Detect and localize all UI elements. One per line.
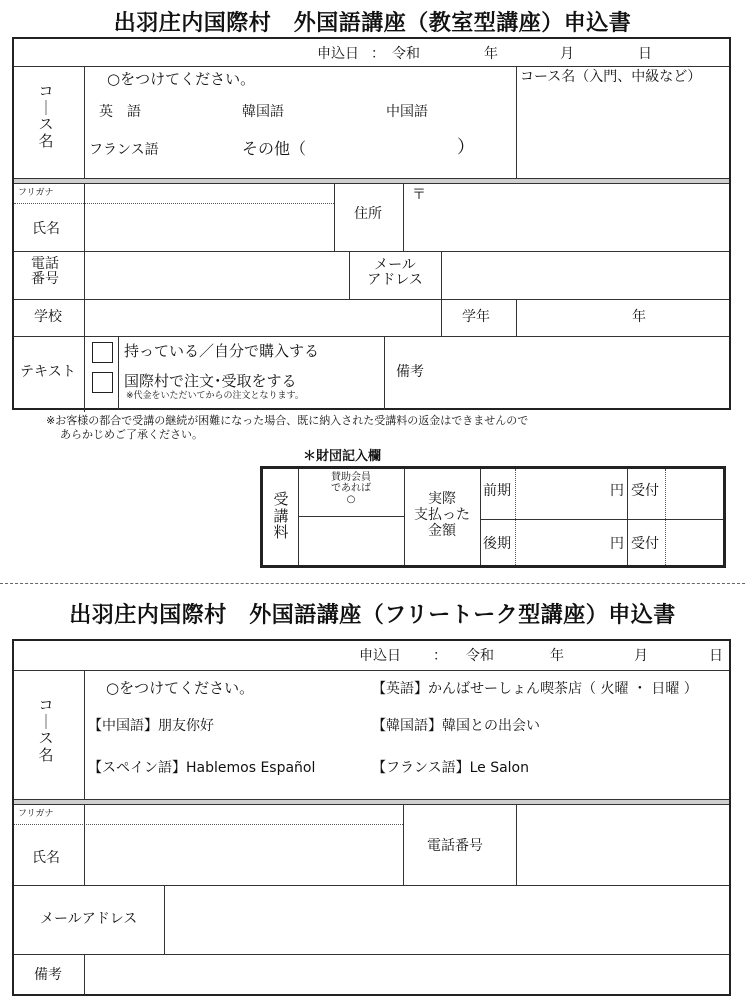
form2-course-spanish[interactable]: 【スペイン語】Hablemos Español xyxy=(88,760,316,776)
foundation-received-first: 受付 xyxy=(631,483,659,499)
form1-date-label: 申込日 xyxy=(317,46,359,62)
form2-email-label: メールアドレス xyxy=(40,911,138,927)
form1-date-era: 令和 xyxy=(392,46,420,62)
form2-date-month: 月 xyxy=(634,648,648,664)
foundation-first-term: 前期 xyxy=(483,483,511,499)
form1-phone-label: 電話 番号 xyxy=(31,256,59,288)
foundation-second-term: 後期 xyxy=(483,536,511,552)
form1-table xyxy=(12,37,731,410)
form1-grade-unit: 年 xyxy=(632,309,646,325)
form1-school-label: 学校 xyxy=(34,309,62,325)
form1-title: 出羽庄内国際村 外国語講座（教室型講座）申込書 xyxy=(113,11,632,36)
form1-lang-chinese[interactable]: 中国語 xyxy=(386,104,428,120)
form1-date-day: 日 xyxy=(638,46,652,62)
form2-date-day: 日 xyxy=(709,648,723,664)
refund-notice: ※お客様の都合で受講の継続が困難になった場合、既に納入された受講料の返金はできませんので あらかじめご了承ください。 xyxy=(46,414,529,441)
form2-date-era: 令和 xyxy=(466,648,494,664)
form1-text-checkbox-order[interactable] xyxy=(92,372,113,393)
form2-remarks-label: 備考 xyxy=(34,967,62,983)
form2-course-korean[interactable]: 【韓国語】韓国との出会い xyxy=(372,718,540,734)
form1-email-label: メール アドレス xyxy=(367,257,423,289)
form1-text-label: テキスト xyxy=(20,364,76,380)
form1-lang-korean[interactable]: 韓国語 xyxy=(242,104,284,120)
foundation-table xyxy=(260,466,726,568)
form1-remarks-label: 備考 xyxy=(396,364,424,380)
form2-phone-label: 電話番号 xyxy=(427,838,483,854)
form2-course-chinese[interactable]: 【中国語】朋友你好 xyxy=(88,718,214,734)
form1-text-option-own: 持っている／自分で購入する xyxy=(124,342,320,360)
form2-date-year: 年 xyxy=(550,648,564,664)
foundation-yen-second: 円 xyxy=(610,536,624,552)
form1-date-year: 年 xyxy=(484,46,498,62)
form1-text-option-note: ※代金をいただいてからの注文となります。 xyxy=(126,391,304,401)
form1-course-name-label: コース名（入門、中級など） xyxy=(520,69,702,85)
form2-table xyxy=(12,639,731,996)
foundation-fee-label: 受 講 料 xyxy=(273,490,289,541)
form1-postal-mark: 〒 xyxy=(412,187,426,203)
form2-course-english[interactable]: 【英語】かんばせーしょん喫茶店（ 火曜 ・ 日曜 ） xyxy=(372,681,698,697)
form1-course-label: コ ｜ ス 名 xyxy=(38,82,54,150)
form1-date-colon: ： xyxy=(371,46,385,62)
form1-name-label: 氏名 xyxy=(32,221,60,237)
form1-course-instruction: ○をつけてください。 xyxy=(107,70,256,88)
form1-date-month: 月 xyxy=(560,46,574,62)
form1-grade-label: 学年 xyxy=(462,309,490,325)
foundation-member-label: 賛助会員 であれば ○ xyxy=(331,472,371,505)
form2-course-instruction: ○をつけてください。 xyxy=(106,679,255,697)
form1-address-label: 住所 xyxy=(354,206,382,222)
form2-furigana-label: フリガナ xyxy=(18,809,54,819)
form1-other-close: ） xyxy=(457,137,475,158)
foundation-heading: ＊財団記入欄 xyxy=(303,449,382,464)
form2-date-colon: ： xyxy=(433,648,447,664)
form1-lang-french[interactable]: フランス語 xyxy=(89,142,159,158)
form1-text-option-order: 国際村で注文･受取をする xyxy=(124,372,297,390)
form2-date-label: 申込日 xyxy=(359,648,401,664)
form1-lang-other[interactable]: その他（ xyxy=(242,139,307,158)
form2-name-label: 氏名 xyxy=(32,850,60,866)
foundation-paid-label: 実際 支払った 金額 xyxy=(414,491,470,540)
form2-course-label: コ ｜ ス 名 xyxy=(38,696,54,764)
foundation-received-second: 受付 xyxy=(631,536,659,552)
form2-title: 出羽庄内国際村 外国語講座（フリートーク型講座）申込書 xyxy=(69,603,676,628)
form1-furigana-label: フリガナ xyxy=(18,188,54,198)
form2-course-french[interactable]: 【フランス語】Le Salon xyxy=(372,760,529,776)
cut-line xyxy=(0,583,745,584)
form1-lang-english[interactable]: 英 語 xyxy=(99,104,141,120)
form1-text-checkbox-own[interactable] xyxy=(92,342,113,363)
foundation-yen-first: 円 xyxy=(610,483,624,499)
